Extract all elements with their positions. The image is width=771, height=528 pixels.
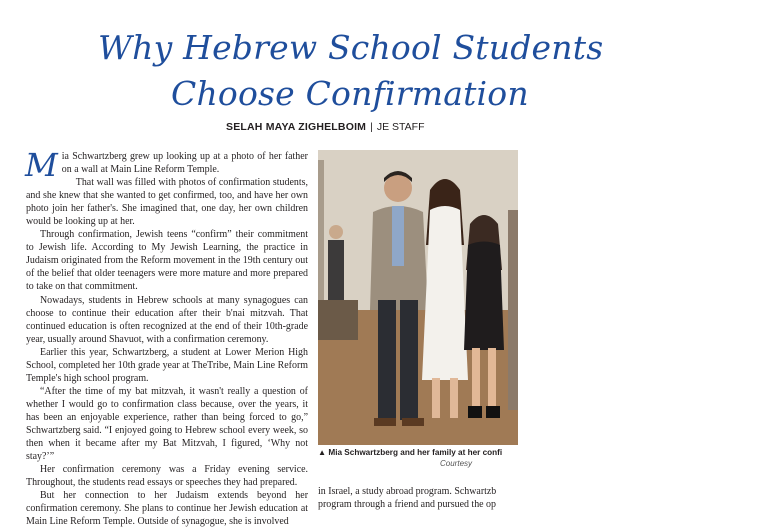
paragraph: Earlier this year, Schwartzberg, a student at Lower Merion High School, completed her 10th grade year at TheTribe, Main Line Reform Temple's high school program. <box>26 346 308 384</box>
photo-illustration <box>318 150 518 445</box>
photo-credit: Courtesy <box>440 459 473 468</box>
paragraph <box>25 146 308 184</box>
byline <box>226 121 425 133</box>
byline-outlet: JE STAFF <box>376 121 425 133</box>
byline-separator: | <box>370 121 373 133</box>
paragraph: But her connection to her Judaism extends beyond her confirmation ceremony. She plans to continue her Jewish education at Main Line Reform Temple. Outside of synagogue, she is involved <box>26 490 308 528</box>
drop-cap: M <box>25 146 58 184</box>
byline-author: SELAH MAYA ZIGHELBOIM <box>226 121 367 133</box>
paragraph: “After the time of my bat mitzvah, it wasn't really a question of whether I would go to confirmation class because, over the years, it has been an enjoyable experience, rather than being forced to go,” Schwartzberg said. “I enjoyed going to Hebrew school every week, so then when it became after my Bat Mitzvah, I figured, ‘Why not stay?’” <box>26 385 308 463</box>
family-photo <box>318 150 518 445</box>
paragraph: Nowadays, students in Hebrew schools at many synagogues can choose to continue their education after their b'nai mitzvah. That continued education is often recognized at the end of their 10th-grade year, usually around Shavuot, with a confirmation ceremony. <box>26 294 308 345</box>
photo-caption: ▲ Mia Schwartzberg and her family at her confi <box>318 448 503 457</box>
paragraph: Her confirmation ceremony was a Friday evening service. Throughout, the students read essays or speeches they had prepared. <box>26 464 308 489</box>
text-line: in Israel, a study abroad program. Schwartzb <box>318 486 497 497</box>
article-body-column-2 <box>318 485 518 511</box>
paragraph: Through confirmation, Jewish teens “confirm” their commitment to Jewish life. According to My Jewish Learning, the practice in Judaism originated from the Reform movement in the 19th century out of the belief that older teenagers were more mature and more prepared to take on that commitment. <box>26 229 308 293</box>
headline-line-2: Choose Confirmation <box>171 74 529 113</box>
paragraph-text: ia Schwartzberg grew up looking up at a photo of her father on a wall at Main Line Reform Temple. <box>61 151 308 176</box>
text-line: program through a friend and pursued the op <box>318 499 496 511</box>
article-body-column <box>25 146 308 528</box>
headline-line-1: Why Hebrew School Students <box>98 28 604 67</box>
paragraph: That wall was filled with photos of confirmation students, and she knew that she wanted to get confirmed, too, and have her own photo join her father's. She imagined that, one day, her own children would be looking up at her. <box>26 177 308 228</box>
